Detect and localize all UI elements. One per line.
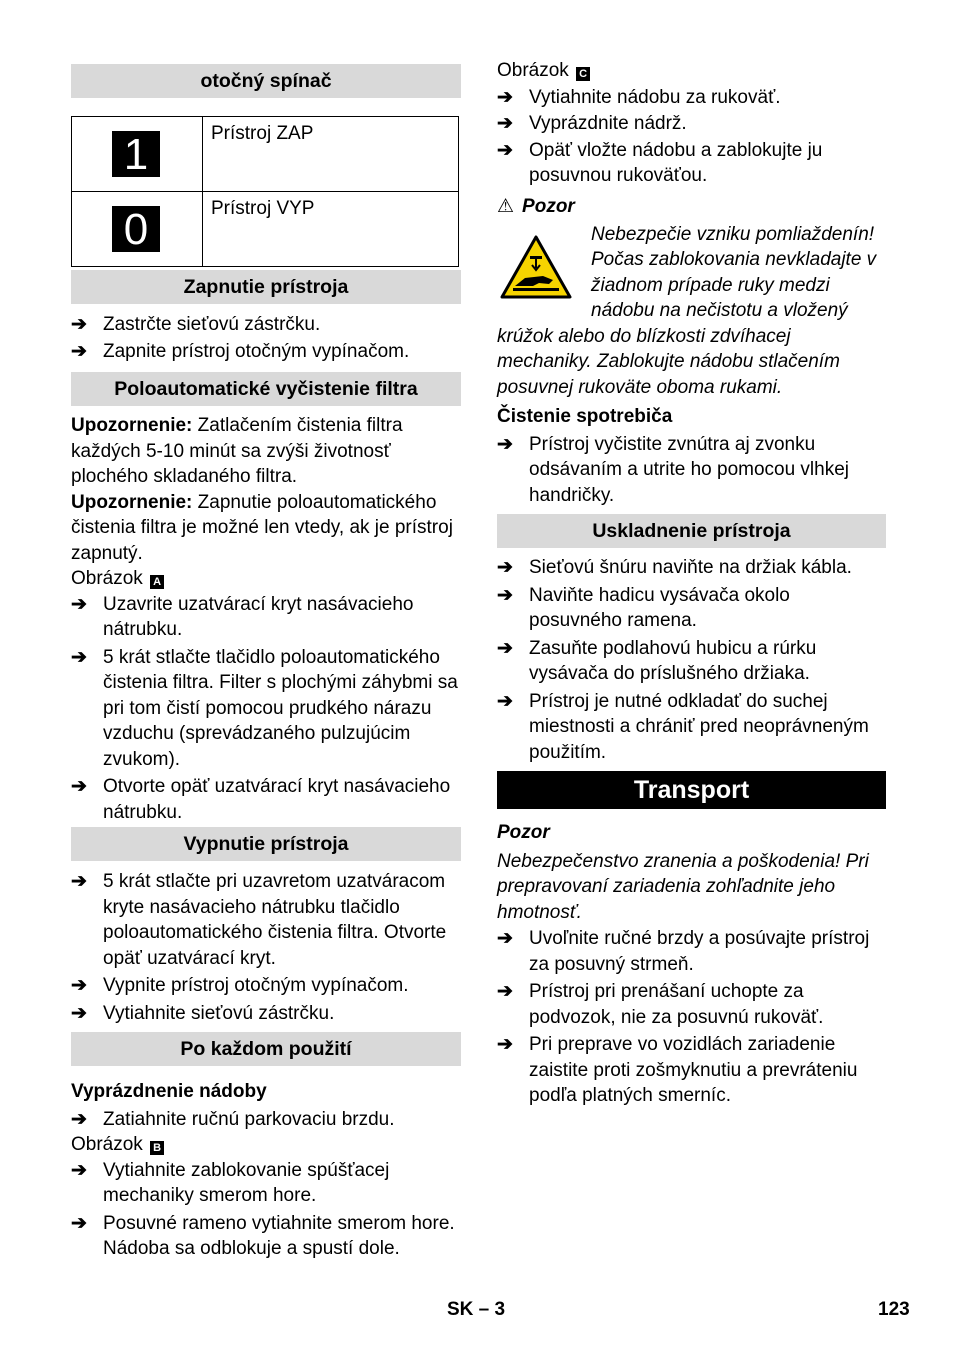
note-2: Upozornenie: Zapnutie poloautomatického čistenia filtra je možné len vtedy, ak je prístroj zapnutý.	[71, 491, 453, 564]
list-item: ➔ 5 krát stlačte pri uzavretom uzatváracom kryte nasávacieho nátrubku tlačidlo poloautomatického čistenia filtra. Otvorte opäť uzatvárací kryt.	[71, 871, 447, 969]
page-number: 123	[878, 1299, 910, 1320]
list-item: ➔ Opäť vložte nádobu a zablokujte ju posuvnou rukoväťou.	[497, 139, 823, 186]
figure-letter-a: A	[150, 575, 164, 589]
arrow-right-icon: ➔	[497, 981, 513, 1002]
heading-power-on: Zapnutie prístroja	[71, 270, 461, 304]
list-item: ➔ Uzavrite uzatvárací kryt nasávacieho nátrubku.	[71, 593, 414, 640]
filter-section	[71, 413, 461, 825]
figure-ref-a: Obrázok A	[71, 566, 461, 592]
arrow-right-icon: ➔	[71, 776, 87, 797]
footer-section-label: SK – 3	[447, 1299, 506, 1320]
switch-table	[71, 116, 459, 267]
arrow-right-icon: ➔	[71, 975, 87, 996]
switch-off-label: Prístroj VYP	[203, 192, 459, 267]
list-item: ➔ Prístroj vyčistite zvnútra aj zvonku odsávaním a utrite ho pomocou vlhkej handričky.	[497, 433, 850, 506]
heading-filter-cleaning: Poloautomatické vyčistenie filtra	[71, 372, 461, 406]
switch-on-label: Prístroj ZAP	[203, 117, 459, 192]
arrow-right-icon: ➔	[497, 584, 513, 606]
list-item: ➔ Zatiahnite ručnú parkovaciu brzdu.	[71, 1107, 461, 1133]
list-item: ➔ Sieťovú šnúru naviňte na držiak kábla.	[497, 555, 886, 581]
arrow-right-icon: ➔	[497, 928, 513, 949]
figure-c-section	[497, 58, 886, 189]
list-item: ➔ Zapnite prístroj otočným vypínačom.	[71, 339, 461, 365]
list-item: ➔ Vypnite prístroj otočným vypínačom.	[71, 973, 461, 999]
arrow-right-icon: ➔	[71, 1159, 87, 1181]
arrow-right-icon: ➔	[71, 646, 87, 668]
list-item: ➔ 5 krát stlačte tlačidlo poloautomatického čistenia filtra. Filter s plochými záhybmi sa pri tom čistí pomocou prudkého nárazu vzduchu (sprevádzaného pulzujúcim zvukom).	[71, 646, 458, 770]
warning-triangle-icon: ⚠	[497, 196, 515, 217]
list-item: ➔ Pri preprave vo vozidlách zariadenie zaistite proti zošmyknutiu a prevráteniu podľa platných smerníc.	[497, 1034, 858, 1106]
after-use-section	[71, 1079, 461, 1262]
arrow-right-icon: ➔	[497, 113, 513, 134]
heading-storage: Uskladnenie prístroja	[497, 514, 886, 548]
list-item: ➔ Prístroj pri prenášaní uchopte za podvozok, nie za posuvnú rukoväť.	[497, 981, 824, 1028]
heading-power-off: Vypnutie prístroja	[71, 827, 461, 861]
hand-crush-hazard-icon	[499, 234, 573, 300]
arrow-right-icon: ➔	[497, 433, 513, 455]
warning-text: Nebezpečie vzniku pomliaždenín! Počas zablokovania nevkladajte v žiadnom prípade ruky medzi nádobu na nečistotu a vložený krúžok alebo do blízkosti zdvíhacej mechaniky. Zablokujte nádobu stlačením posuvnej rukoväte oboma rukami.	[497, 223, 877, 398]
switch-on-cell	[72, 117, 203, 192]
list-item: ➔ Zasuňte podlahovú hubicu a rúrku vysávača do príslušného držiaka.	[497, 637, 817, 684]
arrow-right-icon: ➔	[71, 871, 87, 892]
note-1: Upozornenie: Zatlačením čistenia filtra každých 5-10 minút sa zvýši životnosť plochého skladaného filtra.	[71, 415, 403, 487]
cleaning-section	[497, 404, 886, 508]
arrow-right-icon: ➔	[71, 593, 87, 615]
warning-title: ⚠ Pozor	[497, 196, 575, 217]
key-1-icon: 1	[112, 131, 160, 177]
arrow-right-icon: ➔	[497, 86, 513, 108]
arrow-right-icon: ➔	[497, 637, 513, 659]
transport-section	[497, 820, 886, 1109]
arrow-right-icon: ➔	[71, 1108, 87, 1130]
switch-row-off	[72, 192, 459, 267]
arrow-right-icon: ➔	[71, 314, 87, 335]
crush-bar-top	[530, 256, 542, 259]
list-item: ➔ Otvorte opäť uzatvárací kryt nasávacieho nátrubku.	[71, 776, 451, 823]
subheading-cleaning: Čistenie spotrebiča	[497, 406, 673, 427]
arrow-right-icon: ➔	[71, 1002, 87, 1024]
power-on-list	[71, 312, 461, 364]
transport-warning-text: Nebezpečenstvo zranenia a poškodenia! Pri prepravovaní zariadenia zohľadnite jeho hmotnosť.	[497, 850, 869, 923]
list-item: ➔ Posuvné rameno vytiahnite smerom hore. Nádoba sa odblokuje a spustí dole.	[71, 1212, 455, 1259]
heading-rotary-switch: otočný spínač	[71, 64, 461, 98]
list-item: ➔ Zastrčte sieťovú zástrčku.	[71, 312, 461, 338]
list-item: ➔ Vytiahnite nádobu za rukoväť.	[497, 85, 886, 111]
arrow-right-icon: ➔	[497, 690, 513, 712]
figure-letter-b: B	[150, 1141, 164, 1155]
arrow-right-icon: ➔	[497, 1034, 513, 1055]
arrow-right-icon: ➔	[71, 1212, 87, 1234]
subheading-empty-container: Vyprázdnenie nádoby	[71, 1081, 267, 1102]
list-item: ➔ Vytiahnite zablokovanie spúšťacej mechaniky smerom hore.	[71, 1159, 390, 1206]
heading-transport: Transport	[497, 771, 886, 809]
arrow-right-icon: ➔	[497, 139, 513, 161]
power-off-list	[71, 869, 461, 1026]
heading-after-use: Po každom použití	[71, 1032, 461, 1066]
arrow-right-icon: ➔	[497, 557, 513, 578]
figure-ref-b: Obrázok B	[71, 1132, 461, 1158]
switch-off-cell	[72, 192, 203, 267]
switch-row-on	[72, 117, 459, 192]
key-0-icon: 0	[112, 206, 160, 252]
list-item: ➔ Uvoľnite ručné brzdy a posúvajte prístroj za posuvný strmeň.	[497, 928, 870, 975]
list-item: ➔ Prístroj je nutné odkladať do suchej miestnosti a chrániť pred neoprávneným použitím.	[497, 690, 869, 763]
warning-crush	[497, 194, 886, 400]
list-item: ➔ Naviňte hadicu vysávača okolo posuvného ramena.	[497, 584, 790, 631]
list-item: ➔ Vytiahnite sieťovú zástrčku.	[71, 1001, 461, 1027]
crush-bar-bottom	[513, 288, 559, 291]
list-item: ➔ Vyprázdnite nádrž.	[497, 111, 886, 137]
figure-letter-c: C	[576, 67, 590, 81]
arrow-right-icon: ➔	[71, 340, 87, 362]
storage-list	[497, 555, 886, 765]
figure-ref-c: Obrázok C	[497, 58, 886, 84]
transport-warning-title: Pozor	[497, 822, 550, 843]
